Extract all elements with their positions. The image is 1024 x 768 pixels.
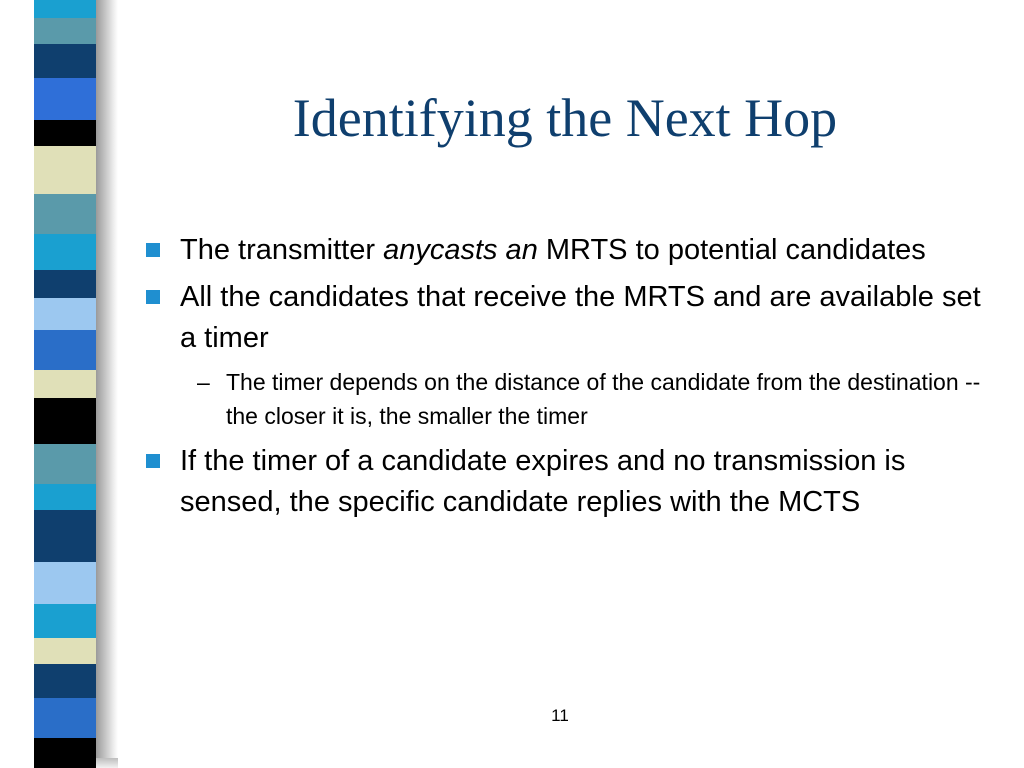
- bullet-text: [180, 234, 926, 266]
- slide-title: Identifying the Next Hop: [292, 88, 838, 148]
- page-number: 11: [551, 706, 569, 725]
- stripe-band: [34, 44, 96, 78]
- stripe-band: [34, 146, 96, 194]
- slide-body: [140, 230, 1000, 529]
- stripe-band: [34, 370, 96, 398]
- bullet-item: [140, 441, 1000, 523]
- bullet-item: [140, 277, 1000, 359]
- stripe-band: [34, 78, 96, 120]
- stripe-band: [34, 234, 96, 270]
- stripe-band: [34, 120, 96, 146]
- stripe-band: [34, 444, 96, 484]
- stripe-edge: [0, 0, 34, 768]
- square-bullet-icon: [146, 454, 160, 468]
- stripe-band: [34, 604, 96, 638]
- stripe-band: [34, 664, 96, 698]
- stripe-shadow: [96, 0, 118, 768]
- stripe-band: [34, 638, 96, 664]
- stripe-band: [34, 330, 96, 370]
- stripe-band: [34, 510, 96, 562]
- stripe-band: [34, 298, 96, 330]
- sub-bullet-item: [140, 365, 1000, 433]
- square-bullet-icon: [146, 243, 160, 257]
- bullet-text: If the timer of a candidate expires and no transmission is sensed, the specific candidate replies with the MCTS: [180, 445, 906, 518]
- dash-bullet-icon: –: [197, 369, 210, 395]
- sub-bullet-text: The timer depends on the distance of the candidate from the destination -- the closer it is, the smaller the timer: [226, 369, 981, 429]
- bullet-text-end: MRTS to potential candidates: [537, 234, 926, 266]
- stripe-band: [34, 398, 96, 444]
- bullet-text-italic: anycasts an: [383, 234, 538, 266]
- stripe-band: [34, 738, 96, 768]
- square-bullet-icon: [146, 290, 160, 304]
- bullet-item: [140, 230, 1000, 271]
- stripe-band: [34, 18, 96, 44]
- stripe-band: [34, 562, 96, 604]
- stripe-band: [34, 0, 96, 18]
- bullet-text: All the candidates that receive the MRTS and are available set a timer: [180, 281, 981, 354]
- stripe-band: [34, 698, 96, 738]
- stripe-band: [34, 270, 96, 298]
- stripe-band: [34, 484, 96, 510]
- bullet-text-start: The transmitter: [180, 234, 384, 266]
- stripe-band: [34, 194, 96, 234]
- decorative-stripe-column: [34, 0, 96, 768]
